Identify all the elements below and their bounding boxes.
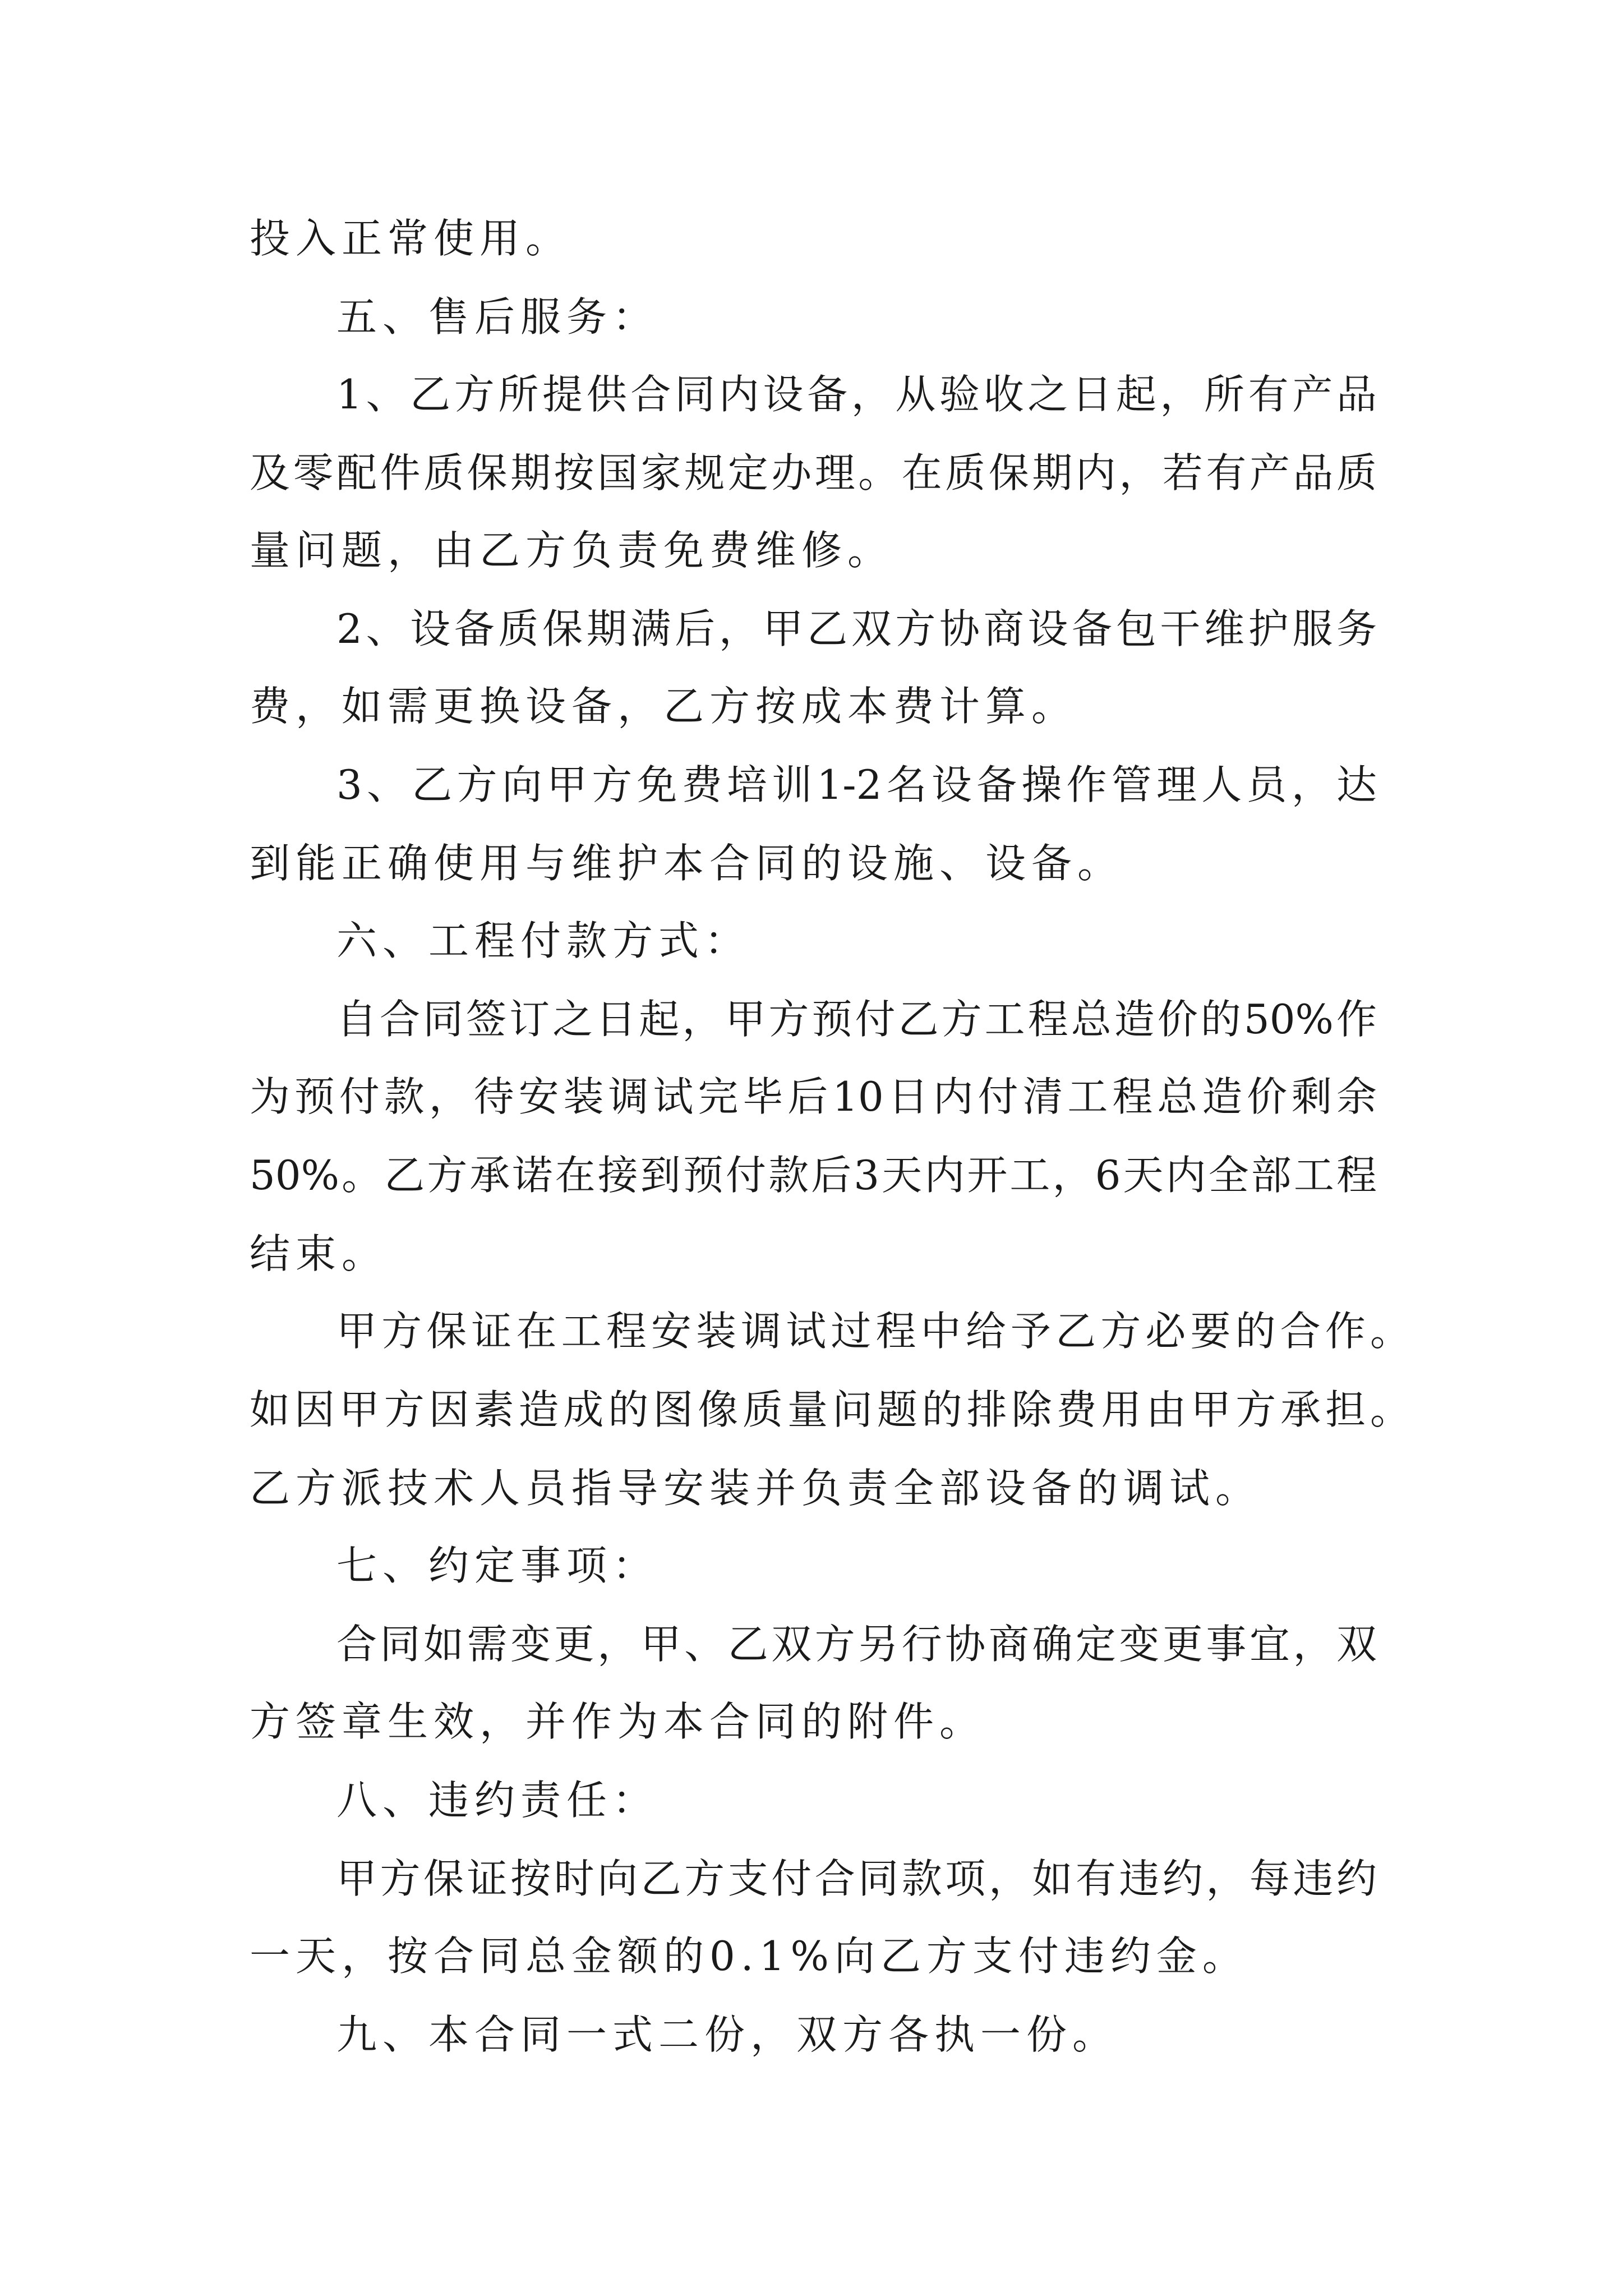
text-line: 方签章生效，并作为本合同的附件。 <box>250 1698 986 1745</box>
text-line: 量问题，由乙方负责免费维修。 <box>250 527 894 574</box>
section-heading: 六、工程付款方式： <box>336 917 751 964</box>
section-heading: 五、售后服务： <box>336 293 659 341</box>
text-line: 费，如需更换设备，乙方按成本费计算。 <box>250 683 1078 730</box>
section-heading: 八、违约责任： <box>336 1777 659 1824</box>
text-line: 2、设备质保期满后，甲乙双方协商设备包干维护服务 <box>336 605 1377 652</box>
text-line: 乙方派技术人员指导安装并负责全部设备的调试。 <box>250 1465 1262 1512</box>
section-heading: 七、约定事项： <box>336 1542 659 1589</box>
text-line: 50%。乙方承诺在接到预付款后3天内开工，6天内全部工程 <box>250 1152 1377 1199</box>
text-line: 合同如需变更，甲、乙双方另行协商确定变更事宜，双 <box>336 1621 1377 1668</box>
section-heading: 九、本合同一式二份，双方各执一份。 <box>336 2011 1119 2058</box>
text-line: 自合同签订之日起，甲方预付乙方工程总造价的50%作 <box>336 996 1377 1043</box>
text-line: 为预付款，待安装调试完毕后10日内付清工程总造价剩余 <box>250 1073 1377 1120</box>
text-line: 甲方保证按时向乙方支付合同款项，如有违约，每违约 <box>336 1855 1377 1902</box>
text-line: 甲方保证在工程安装调试过程中给予乙方必要的合作。 <box>336 1308 1410 1355</box>
text-line: 到能正确使用与维护本合同的设施、设备。 <box>250 840 1124 887</box>
text-line: 及零配件质保期按国家规定办理。在质保期内，若有产品质 <box>250 449 1377 496</box>
text-line: 结束。 <box>250 1230 388 1277</box>
text-line: 如因甲方因素造成的图像质量问题的排除费用由甲方承担。 <box>250 1386 1410 1433</box>
text-line: 投入正常使用。 <box>250 215 572 262</box>
text-line: 一天，按合同总金额的0.1%向乙方支付违约金。 <box>250 1932 1248 1980</box>
text-line: 3、乙方向甲方免费培训1-2名设备操作管理人员，达 <box>336 761 1377 808</box>
text-line: 1、乙方所提供合同内设备，从验收之日起，所有产品 <box>336 371 1377 418</box>
